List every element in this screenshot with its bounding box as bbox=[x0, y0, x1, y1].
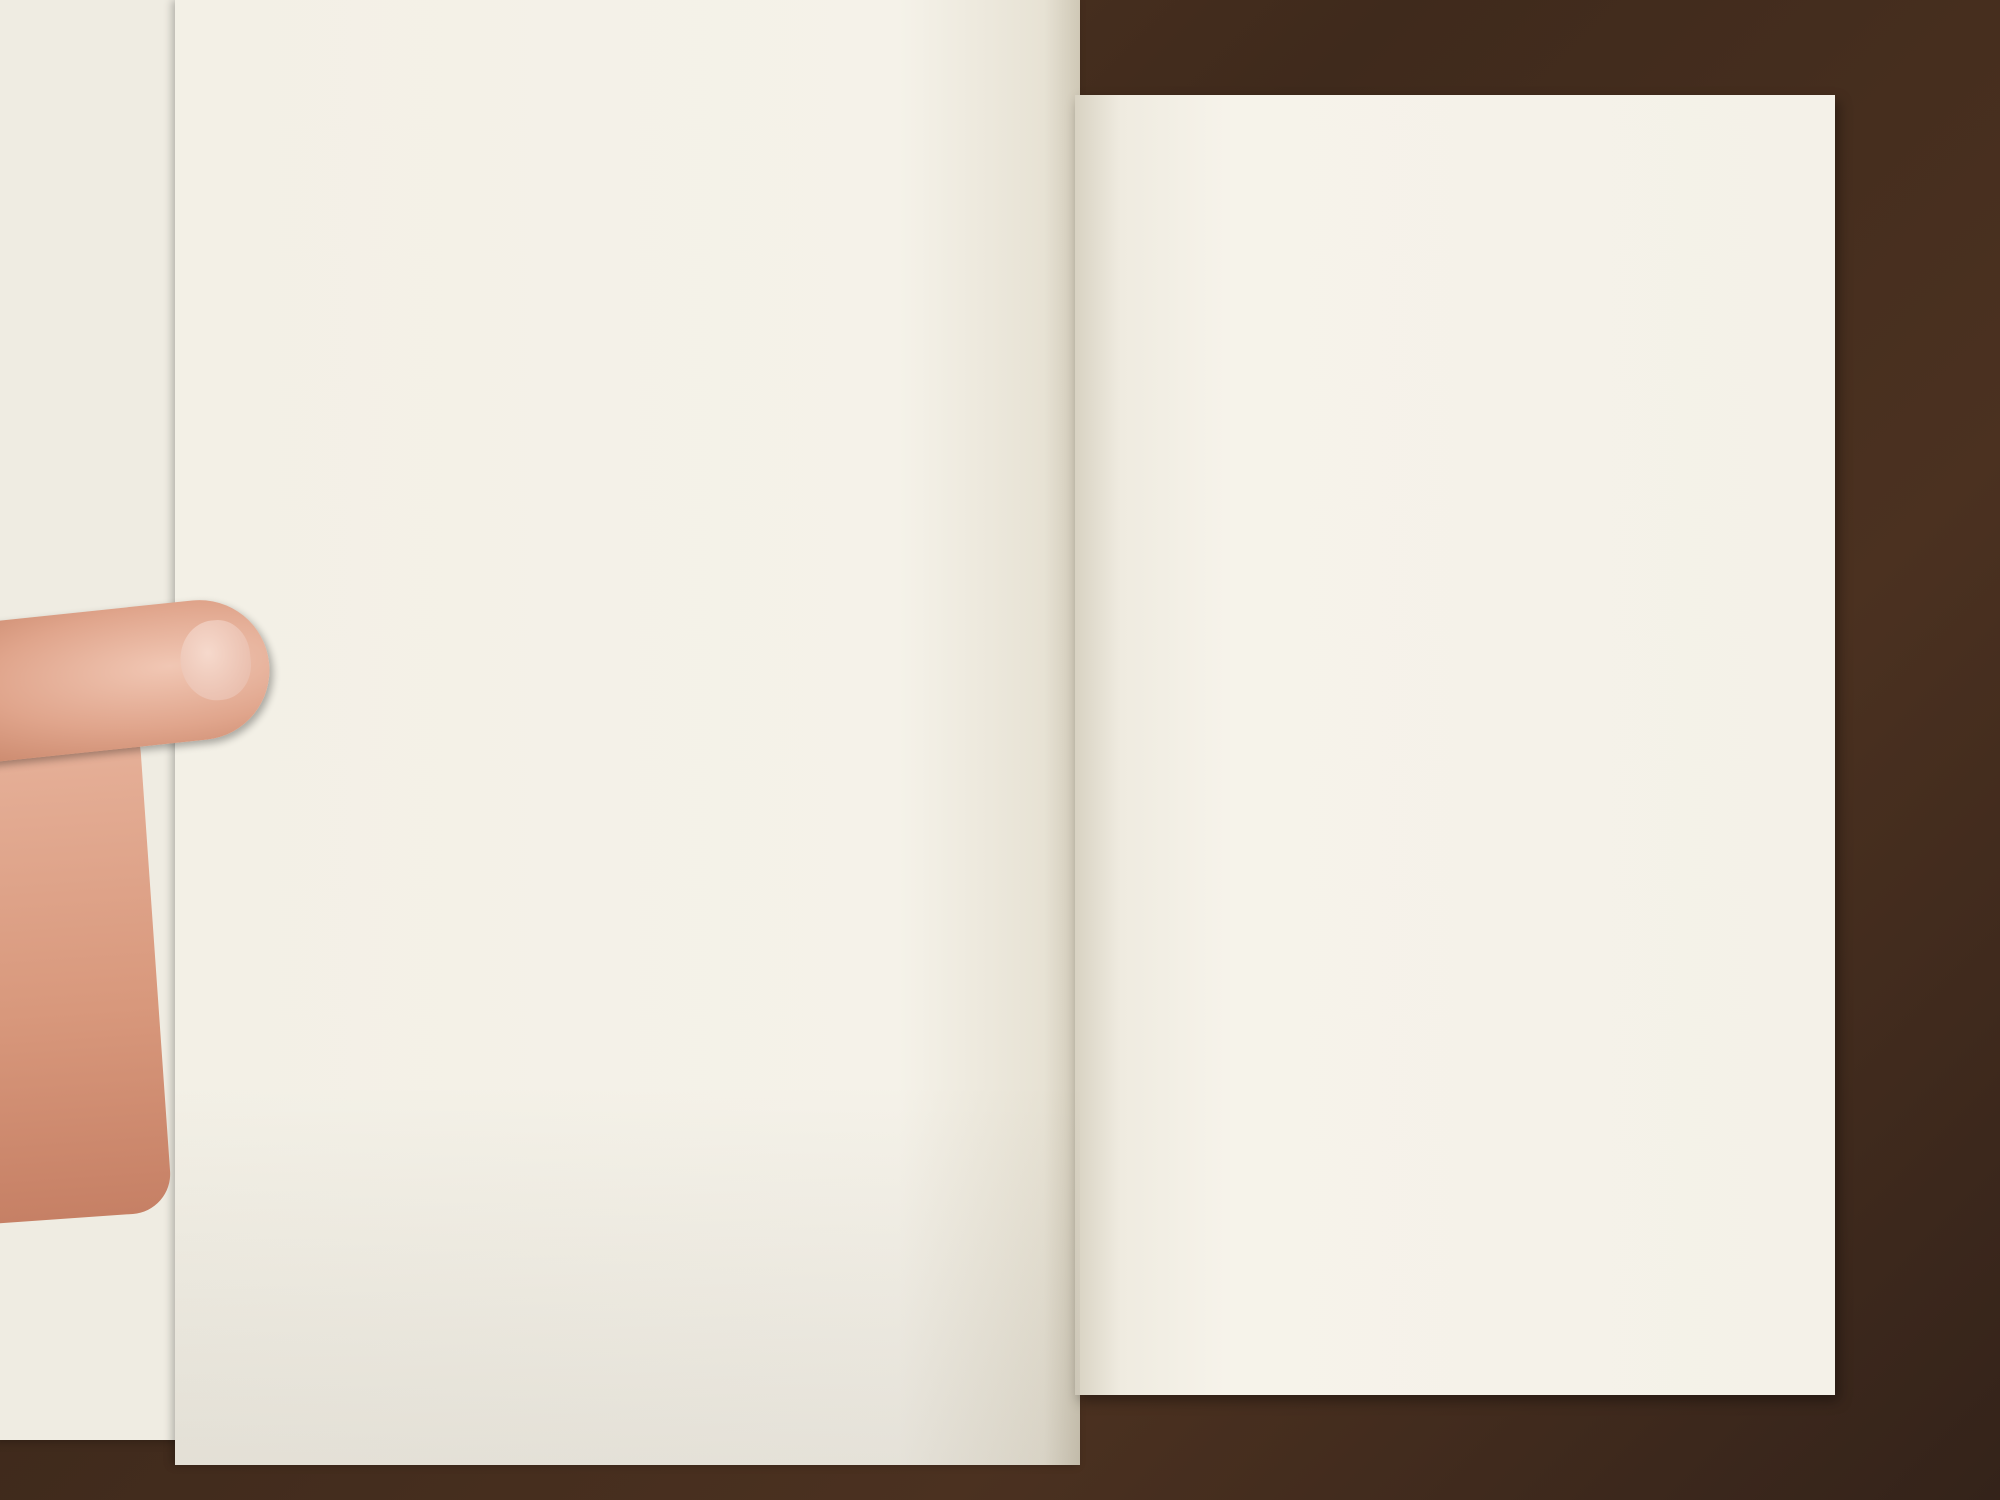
right-page bbox=[1075, 95, 1835, 1395]
thumbnail bbox=[177, 617, 255, 704]
left-page bbox=[175, 0, 1080, 1465]
